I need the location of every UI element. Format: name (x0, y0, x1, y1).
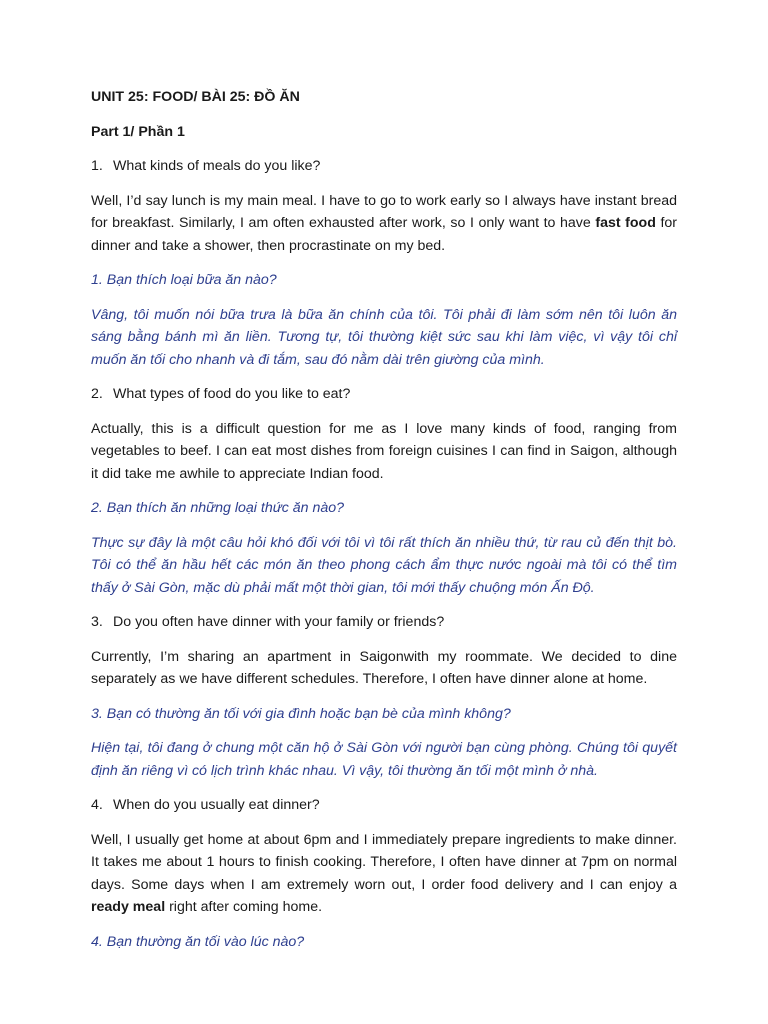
vi-answer-1: Vâng, tôi muốn nói bữa trưa là bữa ăn chính của tôi. Tôi phải đi làm sớm nên tôi luôn ăn sáng bằng bánh mì ăn liền. Tương tự, tôi thường kiệt sức sau khi làm việc, vì vậy tôi chỉ muốn ăn tối cho nhanh và đi tắm, sau đó nằm dài trên giường của mình. (91, 306, 677, 368)
answer-keyword: ready meal (91, 899, 166, 915)
unit-title: UNIT 25: FOOD/ BÀI 25: ĐỒ ĂN (91, 89, 300, 105)
answer-2: Actually, this is a difficult question for me as I love many kinds of food, ranging from vegetables to beef. I can eat most dishes from foreign cuisines I can find in Saigon, although it did take me awhile to appreciate Indian food. (91, 420, 677, 482)
answer-text: right after coming home. (165, 899, 323, 915)
vi-question-3: 3. Bạn có thường ăn tối với gia đình hoặc bạn bè của mình không? (91, 705, 511, 722)
vi-question-2: 2. Bạn thích ăn những loại thức ăn nào? (91, 500, 345, 516)
question-number: 3. (91, 614, 103, 630)
part-heading: Part 1/ Phần 1 (91, 123, 185, 140)
answer-text: Well, I’d say lunch is my main meal. I have to go to work early so I always have instant bread for breakfast. Similarly, I am often exhausted after work, so I only want to have (91, 192, 677, 231)
document-page (91, 86, 677, 965)
question-text: What kinds of meals do you like? (113, 158, 321, 174)
answer-3: Currently, I’m sharing an apartment in Saigonwith my roommate. We decided to dine separately as we have different schedules. Therefore, I often have dinner alone at home. (91, 648, 677, 687)
question-number: 2. (91, 386, 103, 402)
question-3 (91, 611, 677, 634)
question-number: 1. (91, 158, 103, 174)
vi-question-1: 1. Bạn thích loại bữa ăn nào? (91, 272, 277, 288)
question-1 (91, 155, 677, 178)
vi-answer-2: Thực sự đây là một câu hỏi khó đối với tôi vì tôi rất thích ăn nhiều thứ, từ rau củ đến thịt bò. Tôi có thể ăn hầu hết các món ăn theo phong cách ẩm thực nước ngoài mà tôi có thể tìm thấy ở Sài Gòn, mặc dù phải mất một thời gian, tôi mới thấy chuộng món Ấn Độ. (91, 534, 677, 596)
answer-4 (91, 829, 677, 919)
question-2 (91, 383, 677, 406)
answer-keyword: fast food (595, 215, 656, 231)
answer-1 (91, 190, 677, 258)
vi-answer-3: Hiện tại, tôi đang ở chung một căn hộ ở Sài Gòn với người bạn cùng phòng. Chúng tôi quyết định ăn riêng vì có lịch trình khác nhau. Vì vậy, tôi thường ăn tối một mình ở nhà. (91, 740, 677, 779)
answer-text: for dinner and take a shower, then procrastinate on my bed. (91, 215, 677, 254)
vi-question-4: 4. Bạn thường ăn tối vào lúc nào? (91, 933, 305, 950)
question-4 (91, 794, 677, 817)
question-text: What types of food do you like to eat? (113, 386, 351, 402)
question-text: When do you usually eat dinner? (113, 797, 320, 813)
answer-text: Well, I usually get home at about 6pm and I immediately prepare ingredients to make dinner. It takes me about 1 hours to finish cooking. Therefore, I often have dinner at 7pm on normal days. Some days when I am extremely worn out, I order food delivery and I can enjoy a (91, 831, 677, 893)
question-number: 4. (91, 797, 103, 813)
question-text: Do you often have dinner with your family or friends? (113, 614, 445, 630)
